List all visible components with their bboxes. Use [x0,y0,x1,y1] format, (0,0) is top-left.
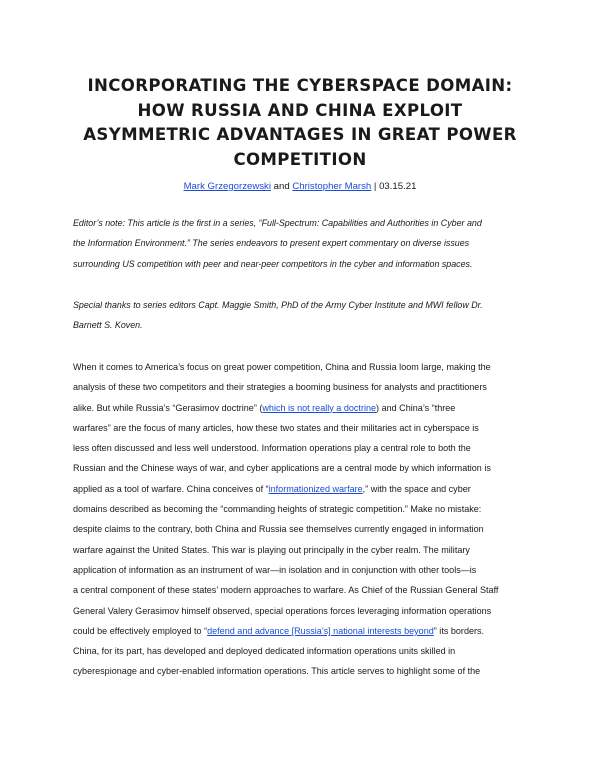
body-text-segment: ” its borders. [433,625,485,636]
body-text-segment: alike. But while Russia’s “Gerasimov doctrine” ( [73,402,263,413]
publish-date: | 03.15.21 [371,181,417,192]
special-thanks-line: Special thanks to series editors Capt. Maggie Smith, PhD of the Army Cyber Institute and MWI fellow Dr. [73,300,483,310]
body-text-segment: ) and China’s “three [376,402,456,413]
body-line: warfare against the United States. This war is playing out principally in the cyber realm. The military [73,544,470,555]
special-thanks-line: Barnett S. Koven. [73,320,143,331]
title-line: COMPETITION [233,149,367,169]
body-line: a central component of these states’ modern approaches to warfare. As Chief of the Russian General Staff [73,585,499,596]
byline-conjunction: and [271,181,293,192]
editors-note [73,213,533,274]
editors-note-line: Editor’s note: This article is the first in a series, “Full-Spectrum: Capabilities and Authorities in Cyber and [73,218,482,228]
editors-note-line: surrounding US competition with peer and near-peer competitors in the cyber and information spaces. [73,258,473,269]
link-defend-and-advance[interactable]: defend and advance [Russia’s] national interests beyond [207,625,434,636]
byline [60,180,540,194]
body-line [73,479,535,499]
body-line: When it comes to America’s focus on great power competition, China and Russia loom large, making the [73,362,491,372]
body-line: China, for its part, has developed and deployed dedicated information operations units skilled in [73,646,456,657]
link-not-really-a-doctrine[interactable]: which is not really a doctrine [262,402,377,413]
article-title [60,74,540,172]
body-text-segment: applied as a tool of warfare. China conceives of “ [73,483,269,494]
body-line: application of information as an instrument of war—in isolation and in conjunction with other tools—is [73,564,477,575]
title-line: INCORPORATING THE CYBERSPACE DOMAIN: [87,76,513,95]
body-line: less often discussed and less well understood. Information operations play a central role to both the [73,443,471,454]
body-text-segment: could be effectively employed to “ [73,625,208,636]
body-line: Russian and the Chinese ways of war, and cyber applications are a central mode by which information is [73,463,491,474]
editors-note-line: the Information Environment.” The series endeavors to present expert commentary on diverse issues [73,238,470,249]
author-link-grzegorzewski[interactable]: Mark Grzegorzewski [183,181,271,192]
body-line: General Valery Gerasimov himself observed, special operations forces leveraging information operations [73,605,492,616]
body-line: analysis of these two competitors and their strategies a booming business for analysts and practitioners [73,382,487,393]
body-line [73,621,535,641]
author-link-marsh[interactable]: Christopher Marsh [292,181,372,192]
body-line: cyberespionage and cyber-enabled information operations. This article serves to highlight some of the [73,666,481,677]
article-body [73,357,535,682]
special-thanks [73,295,533,336]
link-informationized-warfare[interactable]: informationized warfare [268,483,363,494]
title-line: ASYMMETRIC ADVANTAGES IN GREAT POWER [83,125,517,144]
body-line: domains described as becoming the “commanding heights of strategic competition.” Make no mistake: [73,504,482,515]
body-line: despite claims to the contrary, both China and Russia see themselves currently engaged in information [73,524,484,535]
body-line: warfares” are the focus of many articles, how these two states and their militaries act in cyberspace is [73,422,479,433]
title-line: HOW RUSSIA AND CHINA EXPLOIT [137,100,463,120]
body-line [73,398,535,418]
body-text-segment: ,” with the space and cyber [362,483,471,494]
